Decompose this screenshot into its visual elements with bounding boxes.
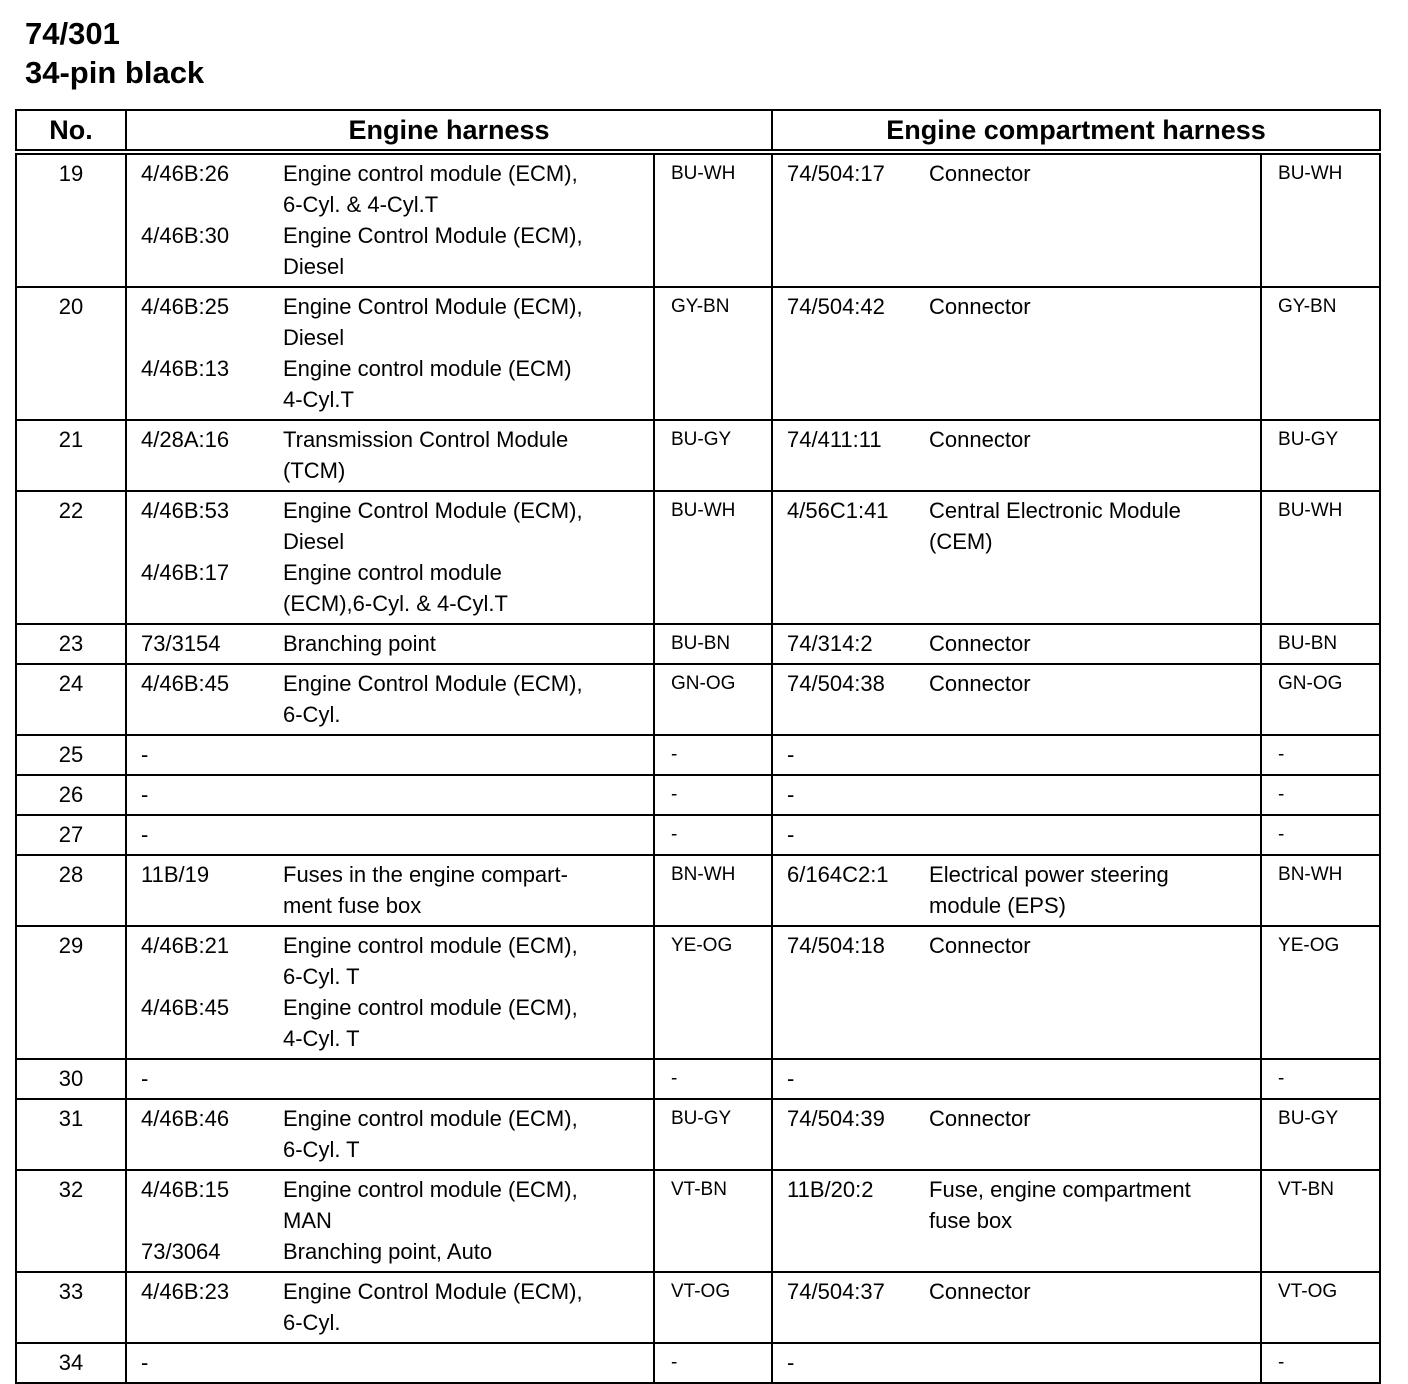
engine-harness-cell	[126, 855, 654, 926]
component-description: Engine Control Module (ECM), Diesel	[283, 294, 583, 350]
engine-harness-wire-color: BU-GY	[654, 420, 772, 491]
component-description	[283, 739, 647, 770]
pin-number-cell: 19	[16, 152, 126, 287]
connector-pin-code: 11B/20:2	[787, 1177, 874, 1202]
table-row	[16, 1343, 1380, 1383]
engine-harness-wire-color: YE-OG	[654, 926, 772, 1059]
connection-entry	[787, 495, 1254, 557]
connector-pin-code: 4/46B:30	[141, 223, 230, 248]
engine-compartment-harness-wire-color: GN-OG	[1261, 664, 1380, 735]
engine-compartment-harness-wire-color: GY-BN	[1261, 287, 1380, 420]
component-description: Electrical power steering module (EPS)	[929, 862, 1169, 918]
connector-pin-code: 4/46B:45	[141, 671, 230, 696]
table-row	[16, 1059, 1380, 1099]
header-engine-compartment-harness: Engine compartment harness	[772, 110, 1380, 152]
component-description	[283, 1347, 647, 1378]
engine-compartment-harness-cell	[772, 624, 1261, 664]
component-description	[929, 1063, 1254, 1094]
engine-harness-wire-color: BU-GY	[654, 1099, 772, 1170]
engine-compartment-harness-wire-color: -	[1261, 735, 1380, 775]
engine-compartment-harness-cell	[772, 926, 1261, 1059]
table-header-row	[16, 110, 1380, 152]
engine-compartment-harness-cell	[772, 664, 1261, 735]
table-row	[16, 735, 1380, 775]
connector-pin-code: 4/46B:21	[141, 933, 230, 958]
component-description: Engine control module (ECM), 6-Cyl. T	[283, 1106, 578, 1162]
connector-pin-code: 74/314:2	[787, 631, 873, 656]
engine-compartment-harness-cell	[772, 855, 1261, 926]
engine-harness-wire-color: GY-BN	[654, 287, 772, 420]
connector-pin-code: 4/46B:26	[141, 161, 230, 186]
component-description	[283, 779, 647, 810]
engine-compartment-harness-cell	[772, 1099, 1261, 1170]
component-description	[283, 819, 647, 850]
connector-pin-code: 74/504:18	[787, 933, 885, 958]
engine-compartment-harness-cell	[772, 1343, 1261, 1383]
connection-entry	[787, 859, 1254, 921]
connector-pin-code: -	[141, 822, 149, 847]
engine-harness-wire-color: BU-WH	[654, 491, 772, 624]
connector-pin-code: 74/504:37	[787, 1279, 885, 1304]
connector-pin-code: 74/411:11	[787, 427, 882, 452]
engine-harness-wire-color: -	[654, 815, 772, 855]
connection-entry	[787, 628, 1254, 659]
engine-harness-cell	[126, 775, 654, 815]
pin-number-cell: 22	[16, 491, 126, 624]
connection-entry	[787, 668, 1254, 699]
component-description: Connector	[929, 427, 1031, 452]
pin-assignment-table	[15, 109, 1381, 1384]
connection-entry	[141, 819, 647, 850]
component-description: Engine control module (ECM), 6-Cyl. T	[283, 933, 578, 989]
connection-entry	[787, 1063, 1254, 1094]
component-description: Connector	[929, 671, 1031, 696]
pin-number-cell: 21	[16, 420, 126, 491]
table-row	[16, 926, 1380, 1059]
connection-entry	[141, 158, 647, 220]
connection-entry	[787, 1347, 1254, 1378]
engine-compartment-harness-wire-color: BU-BN	[1261, 624, 1380, 664]
component-description: Engine Control Module (ECM), 6-Cyl.	[283, 1279, 583, 1335]
pin-number-cell: 29	[16, 926, 126, 1059]
engine-compartment-harness-cell	[772, 775, 1261, 815]
engine-compartment-harness-cell	[772, 1272, 1261, 1343]
engine-harness-cell	[126, 735, 654, 775]
connection-entry	[141, 1174, 647, 1236]
table-row	[16, 287, 1380, 420]
engine-harness-wire-color: GN-OG	[654, 664, 772, 735]
component-description: Connector	[929, 631, 1031, 656]
connector-pin-code: 4/46B:15	[141, 1177, 230, 1202]
table-row	[16, 1099, 1380, 1170]
connector-pin-code: -	[141, 1350, 149, 1375]
pin-number-cell: 30	[16, 1059, 126, 1099]
engine-harness-wire-color: BU-BN	[654, 624, 772, 664]
table-row	[16, 1272, 1380, 1343]
connector-pin-code: 74/504:38	[787, 671, 885, 696]
engine-compartment-harness-cell	[772, 420, 1261, 491]
engine-compartment-harness-wire-color: -	[1261, 815, 1380, 855]
table-row	[16, 420, 1380, 491]
table-row	[16, 815, 1380, 855]
connector-pin-code: -	[787, 1350, 795, 1375]
engine-compartment-harness-cell	[772, 815, 1261, 855]
connector-pin-code: 74/504:42	[787, 294, 885, 319]
engine-harness-wire-color: -	[654, 775, 772, 815]
connector-pin-code: 74/504:39	[787, 1106, 885, 1131]
connection-entry	[787, 1174, 1254, 1236]
engine-compartment-harness-wire-color: -	[1261, 775, 1380, 815]
engine-harness-cell	[126, 491, 654, 624]
connector-pin-code: 4/46B:53	[141, 498, 230, 523]
component-description: Connector	[929, 161, 1031, 186]
connector-pin-code: 73/3064	[141, 1239, 221, 1264]
engine-harness-cell	[126, 152, 654, 287]
engine-compartment-harness-wire-color: VT-OG	[1261, 1272, 1380, 1343]
component-description: Engine Control Module (ECM), 6-Cyl.	[283, 671, 583, 727]
pin-number-cell: 32	[16, 1170, 126, 1272]
engine-harness-cell	[126, 1099, 654, 1170]
connection-entry	[787, 930, 1254, 961]
table-row	[16, 664, 1380, 735]
connector-pin-code: 4/46B:45	[141, 995, 230, 1020]
table-row	[16, 152, 1380, 287]
connection-entry	[787, 1103, 1254, 1134]
connector-pin-code: 4/46B:46	[141, 1106, 230, 1131]
pin-number-cell: 34	[16, 1343, 126, 1383]
engine-compartment-harness-wire-color: -	[1261, 1343, 1380, 1383]
connection-entry	[787, 158, 1254, 189]
component-description: Connector	[929, 1106, 1031, 1131]
connection-entry	[141, 992, 647, 1054]
component-description	[929, 819, 1254, 850]
connector-pin-code: -	[787, 1066, 795, 1091]
connector-pin-code: -	[787, 742, 795, 767]
component-description	[929, 779, 1254, 810]
connection-entry	[141, 424, 647, 486]
component-description: Transmission Control Module (TCM)	[283, 427, 569, 483]
component-description: Engine control module (ECM), MAN	[283, 1177, 578, 1233]
connection-entry	[141, 1347, 647, 1378]
engine-harness-wire-color: -	[654, 1343, 772, 1383]
connector-description: 34-pin black	[25, 55, 205, 90]
connection-entry	[787, 739, 1254, 770]
pin-number-cell: 25	[16, 735, 126, 775]
engine-compartment-harness-wire-color: BU-GY	[1261, 1099, 1380, 1170]
connector-pin-code: 6/164C2:1	[787, 862, 889, 887]
component-description: Branching point	[283, 631, 436, 656]
component-description	[929, 1347, 1254, 1378]
connection-entry	[787, 1276, 1254, 1307]
component-description: Connector	[929, 294, 1031, 319]
table-row	[16, 775, 1380, 815]
engine-harness-cell	[126, 1170, 654, 1272]
connection-entry	[141, 668, 647, 730]
connection-entry	[141, 779, 647, 810]
connection-entry	[141, 859, 647, 921]
table-row	[16, 1170, 1380, 1272]
engine-harness-wire-color: -	[654, 735, 772, 775]
connection-entry	[141, 1063, 647, 1094]
connection-entry	[141, 291, 647, 353]
component-description	[283, 1063, 647, 1094]
header-no: No.	[16, 110, 126, 152]
component-description: Engine Control Module (ECM), Diesel	[283, 498, 583, 554]
component-description: Engine control module (ECM) 4-Cyl.T	[283, 356, 572, 412]
component-description: Engine control module (ECM), 4-Cyl. T	[283, 995, 578, 1051]
engine-compartment-harness-cell	[772, 152, 1261, 287]
connection-entry	[787, 424, 1254, 455]
component-description: Engine Control Module (ECM), Diesel	[283, 223, 583, 279]
engine-harness-cell	[126, 664, 654, 735]
engine-compartment-harness-cell	[772, 491, 1261, 624]
component-description: Fuses in the engine compart- ment fuse box	[283, 862, 568, 918]
component-description: Engine control module (ECM), 6-Cyl. & 4-Cyl.T	[283, 161, 578, 217]
engine-harness-wire-color: BN-WH	[654, 855, 772, 926]
engine-harness-cell	[126, 420, 654, 491]
engine-compartment-harness-wire-color: BU-WH	[1261, 152, 1380, 287]
pin-number-cell: 26	[16, 775, 126, 815]
connector-pin-code: 4/46B:17	[141, 560, 230, 585]
connector-pin-code: 73/3154	[141, 631, 221, 656]
engine-harness-wire-color: BU-WH	[654, 152, 772, 287]
connector-pin-code: -	[141, 1066, 149, 1091]
connection-entry	[787, 819, 1254, 850]
header-engine-harness: Engine harness	[126, 110, 772, 152]
pin-number-cell: 33	[16, 1272, 126, 1343]
connector-pin-code: -	[787, 822, 795, 847]
engine-harness-wire-color: VT-OG	[654, 1272, 772, 1343]
connection-entry	[141, 930, 647, 992]
connector-pin-code: -	[141, 742, 149, 767]
engine-harness-cell	[126, 287, 654, 420]
engine-compartment-harness-wire-color: YE-OG	[1261, 926, 1380, 1059]
pin-number-cell: 24	[16, 664, 126, 735]
engine-compartment-harness-cell	[772, 1170, 1261, 1272]
engine-compartment-harness-wire-color: VT-BN	[1261, 1170, 1380, 1272]
component-description: Engine control module (ECM),6-Cyl. & 4-Cyl.T	[283, 560, 508, 616]
engine-harness-cell	[126, 1059, 654, 1099]
connection-entry	[141, 353, 647, 415]
engine-compartment-harness-wire-color: BU-WH	[1261, 491, 1380, 624]
connection-entry	[141, 739, 647, 770]
connection-entry	[141, 557, 647, 619]
connection-entry	[787, 291, 1254, 322]
engine-compartment-harness-cell	[772, 735, 1261, 775]
connection-entry	[141, 1236, 647, 1267]
pin-number-cell: 31	[16, 1099, 126, 1170]
engine-harness-cell	[126, 926, 654, 1059]
table-row	[16, 491, 1380, 624]
connector-pin-code: 4/56C1:41	[787, 498, 889, 523]
engine-compartment-harness-wire-color: BU-GY	[1261, 420, 1380, 491]
component-description: Connector	[929, 1279, 1031, 1304]
engine-compartment-harness-cell	[772, 287, 1261, 420]
pin-number-cell: 23	[16, 624, 126, 664]
pin-number-cell: 20	[16, 287, 126, 420]
engine-harness-wire-color: VT-BN	[654, 1170, 772, 1272]
connector-id: 74/301	[25, 16, 120, 51]
connector-pin-code: -	[787, 782, 795, 807]
connection-entry	[141, 1103, 647, 1165]
connection-entry	[141, 220, 647, 282]
engine-compartment-harness-cell	[772, 1059, 1261, 1099]
engine-compartment-harness-wire-color: BN-WH	[1261, 855, 1380, 926]
engine-compartment-harness-wire-color: -	[1261, 1059, 1380, 1099]
engine-harness-cell	[126, 1272, 654, 1343]
component-description: Fuse, engine compartment fuse box	[929, 1177, 1191, 1233]
engine-harness-cell	[126, 1343, 654, 1383]
engine-harness-cell	[126, 624, 654, 664]
connector-pin-code: 74/504:17	[787, 161, 885, 186]
component-description	[929, 739, 1254, 770]
component-description: Connector	[929, 933, 1031, 958]
connector-pin-code: 4/28A:16	[141, 427, 230, 452]
connector-pin-code: 11B/19	[141, 862, 210, 887]
connection-entry	[787, 779, 1254, 810]
connection-entry	[141, 628, 647, 659]
table-row	[16, 855, 1380, 926]
engine-harness-cell	[126, 815, 654, 855]
document-title	[25, 14, 204, 92]
engine-harness-wire-color: -	[654, 1059, 772, 1099]
pin-number-cell: 28	[16, 855, 126, 926]
connector-pin-code: -	[141, 782, 149, 807]
component-description: Branching point, Auto	[283, 1239, 493, 1264]
component-description: Central Electronic Module (CEM)	[929, 498, 1181, 554]
connector-pin-code: 4/46B:23	[141, 1279, 230, 1304]
connection-entry	[141, 495, 647, 557]
pin-number-cell: 27	[16, 815, 126, 855]
connector-pin-code: 4/46B:25	[141, 294, 230, 319]
connector-pin-code: 4/46B:13	[141, 356, 230, 381]
connection-entry	[141, 1276, 647, 1338]
table-row	[16, 624, 1380, 664]
